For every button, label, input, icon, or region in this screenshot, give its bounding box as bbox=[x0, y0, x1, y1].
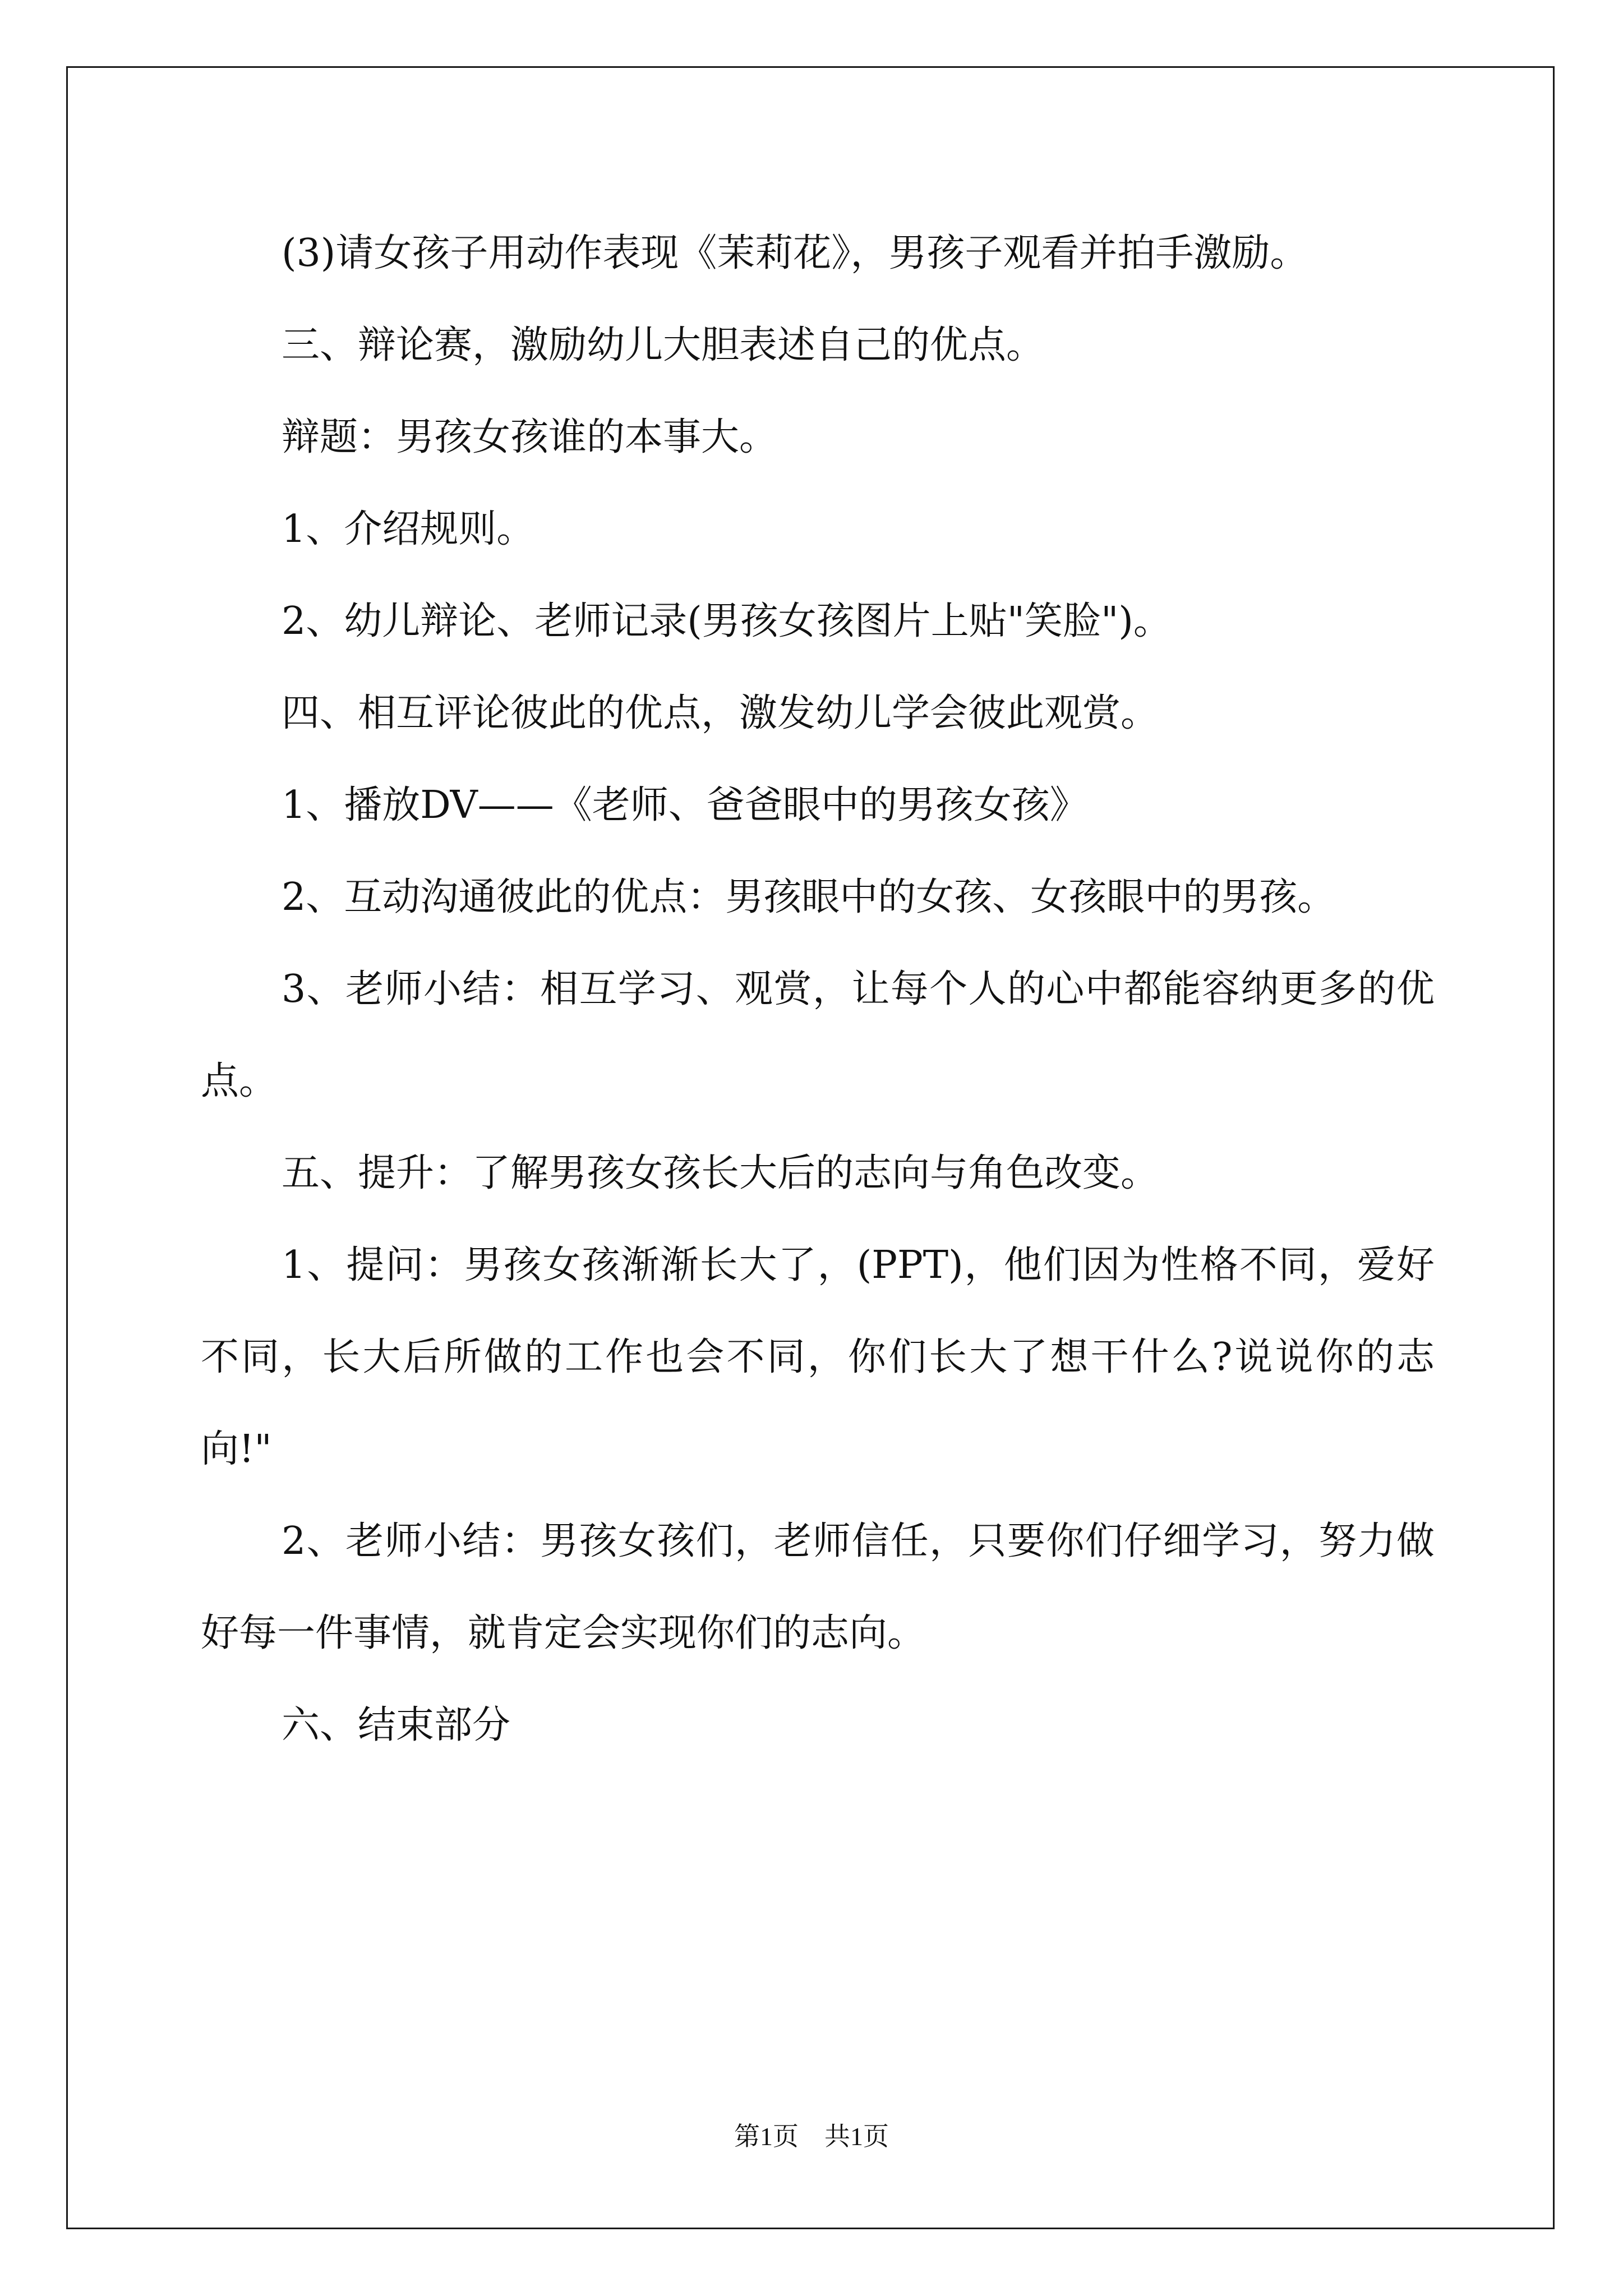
document-body bbox=[201, 208, 1435, 1772]
list-item: 2、互动沟通彼此的优点：男孩眼中的女孩、女孩眼中的男孩。 bbox=[282, 875, 1336, 919]
page-total: 共1页 bbox=[824, 2122, 889, 2151]
paragraph: (3)请女孩子用动作表现《茉莉花》，男孩子观看并拍手激励。 bbox=[282, 231, 1308, 275]
list-item: 3、老师小结：相互学习、观赏，让每个人的心中都能容纳更多的优点。 bbox=[201, 967, 1435, 1103]
page-footer bbox=[0, 2116, 1623, 2153]
list-item: 2、幼儿辩论、老师记录(男孩女孩图片上贴"笑脸")。 bbox=[282, 599, 1172, 643]
section-heading: 六、结束部分 bbox=[282, 1703, 511, 1747]
list-item: 2、老师小结：男孩女孩们，老师信任，只要你们仔细学习，努力做好每一件事情，就肯定会实现你们的志向。 bbox=[201, 1519, 1435, 1655]
section-heading: 五、提升：了解男孩女孩长大后的志向与角色改变。 bbox=[282, 1151, 1159, 1195]
list-item: 1、提问：男孩女孩渐渐长大了，(PPT)，他们因为性格不同，爱好不同，长大后所做的工作也会不同，你们长大了想干什么?说说你的志向!" bbox=[201, 1243, 1435, 1471]
section-heading: 四、相互评论彼此的优点，激发幼儿学会彼此观赏。 bbox=[282, 691, 1159, 735]
list-item: 1、介绍规则。 bbox=[282, 507, 535, 551]
page-number: 第1页 bbox=[734, 2122, 799, 2151]
paragraph: 辩题：男孩女孩谁的本事大。 bbox=[282, 415, 778, 459]
section-heading: 三、辩论赛，激励幼儿大胆表述自己的优点。 bbox=[282, 323, 1045, 367]
list-item: 1、播放DV——《老师、爸爸眼中的男孩女孩》 bbox=[282, 783, 1088, 827]
